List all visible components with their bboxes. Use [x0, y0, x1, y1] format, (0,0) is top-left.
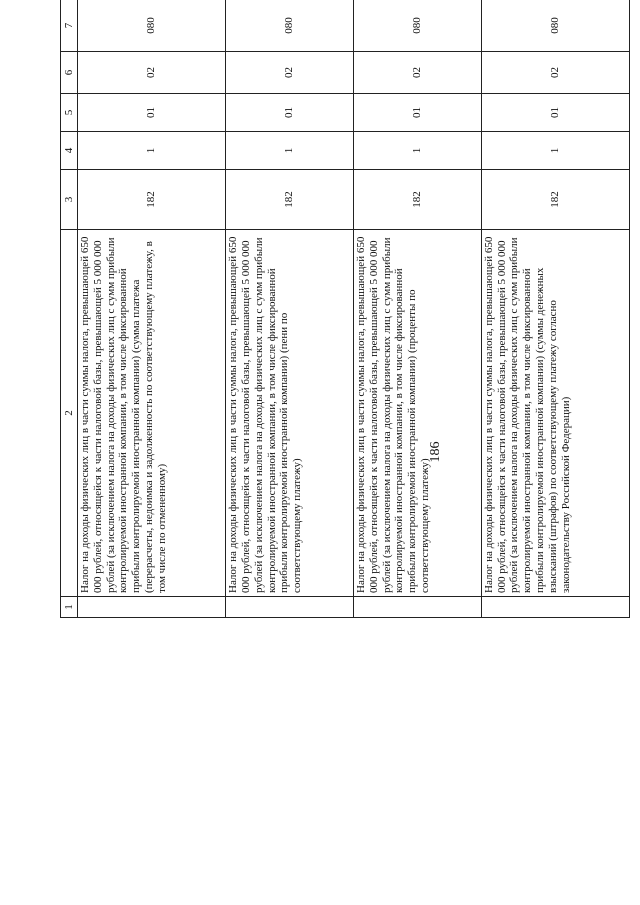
group-code-cell: 1 [226, 132, 354, 170]
group-code-cell: 1 [481, 132, 629, 170]
admin-code-cell: 182 [78, 170, 226, 230]
subgroup-code-cell: 01 [78, 94, 226, 132]
subarticle-code-cell: 080 [481, 0, 629, 52]
subarticle-code-cell: 080 [226, 0, 354, 52]
subgroup-code-cell: 01 [481, 94, 629, 132]
group-code-cell: 1 [353, 132, 481, 170]
rotated-table-container [60, 17, 630, 866]
article-code-cell: 02 [353, 52, 481, 94]
header-cell: 3 [61, 170, 78, 230]
table-row [78, 0, 226, 618]
header-cell: 6 [61, 52, 78, 94]
admin-code-cell: 182 [353, 170, 481, 230]
subgroup-code-cell: 01 [226, 94, 354, 132]
row-number-cell [353, 597, 481, 618]
article-code-cell: 02 [226, 52, 354, 94]
header-cell: 5 [61, 94, 78, 132]
header-cell: 1 [61, 597, 78, 618]
admin-code-cell: 182 [226, 170, 354, 230]
header-cell: 4 [61, 132, 78, 170]
table-row [481, 0, 629, 618]
group-code-cell: 1 [78, 132, 226, 170]
budget-codes-table [60, 0, 630, 618]
header-cell: 2 [61, 230, 78, 597]
row-number-cell [481, 597, 629, 618]
description-cell: Налог на доходы физических лиц в части суммы налога, превышающей 650 000 рублей, относящейся к части налоговой базы, превышающей 5 000 000 рублей (за исключением налога на доходы физических лиц с сумм прибыли контролируемой иностранной компании, в том числе фиксированной прибыли контролируемой иностранной компании) (пени по соответствующему платежу) [226, 230, 354, 597]
header-row [61, 0, 78, 618]
subgroup-code-cell: 01 [353, 94, 481, 132]
description-cell: Налог на доходы физических лиц в части суммы налога, превышающей 650 000 рублей, относящейся к части налоговой базы, превышающей 5 000 000 рублей (за исключением налога на доходы физических лиц с сумм прибыли контролируемой иностранной компании, в том числе фиксированной прибыли контролируемой иностранной компании) (проценты по соответствующему платежу) [353, 230, 481, 597]
row-number-cell [226, 597, 354, 618]
description-cell: Налог на доходы физических лиц в части суммы налога, превышающей 650 000 рублей, относящейся к части налоговой базы, превышающей 5 000 000 рублей (за исключением налога на доходы физических лиц с сумм прибыли контролируемой иностранной компании, в том числе фиксированной прибыли контролируемой иностранной компании) (суммы денежных взысканий (штрафов) по соответствующему платежу согласно законодательству Российской Федерации) [481, 230, 629, 597]
article-code-cell: 02 [78, 52, 226, 94]
subarticle-code-cell: 080 [78, 0, 226, 52]
row-number-cell [78, 597, 226, 618]
admin-code-cell: 182 [481, 170, 629, 230]
subarticle-code-cell: 080 [353, 0, 481, 52]
description-cell: Налог на доходы физических лиц в части суммы налога, превышающей 650 000 рублей, относящейся к части налоговой базы, превышающей 5 000 000 рублей (за исключением налога на доходы физических лиц с сумм прибыли контролируемой иностранной компании, в том числе фиксированной прибыли контролируемой иностранной компании) (сумма платежа (перерасчеты, недоимка и задолженность по соответствующему платежу, в том числе по отмененному) [78, 230, 226, 597]
table-row [226, 0, 354, 618]
header-cell: 7 [61, 0, 78, 52]
article-code-cell: 02 [481, 52, 629, 94]
table-row [353, 0, 481, 618]
page-number: 186 [428, 441, 443, 463]
